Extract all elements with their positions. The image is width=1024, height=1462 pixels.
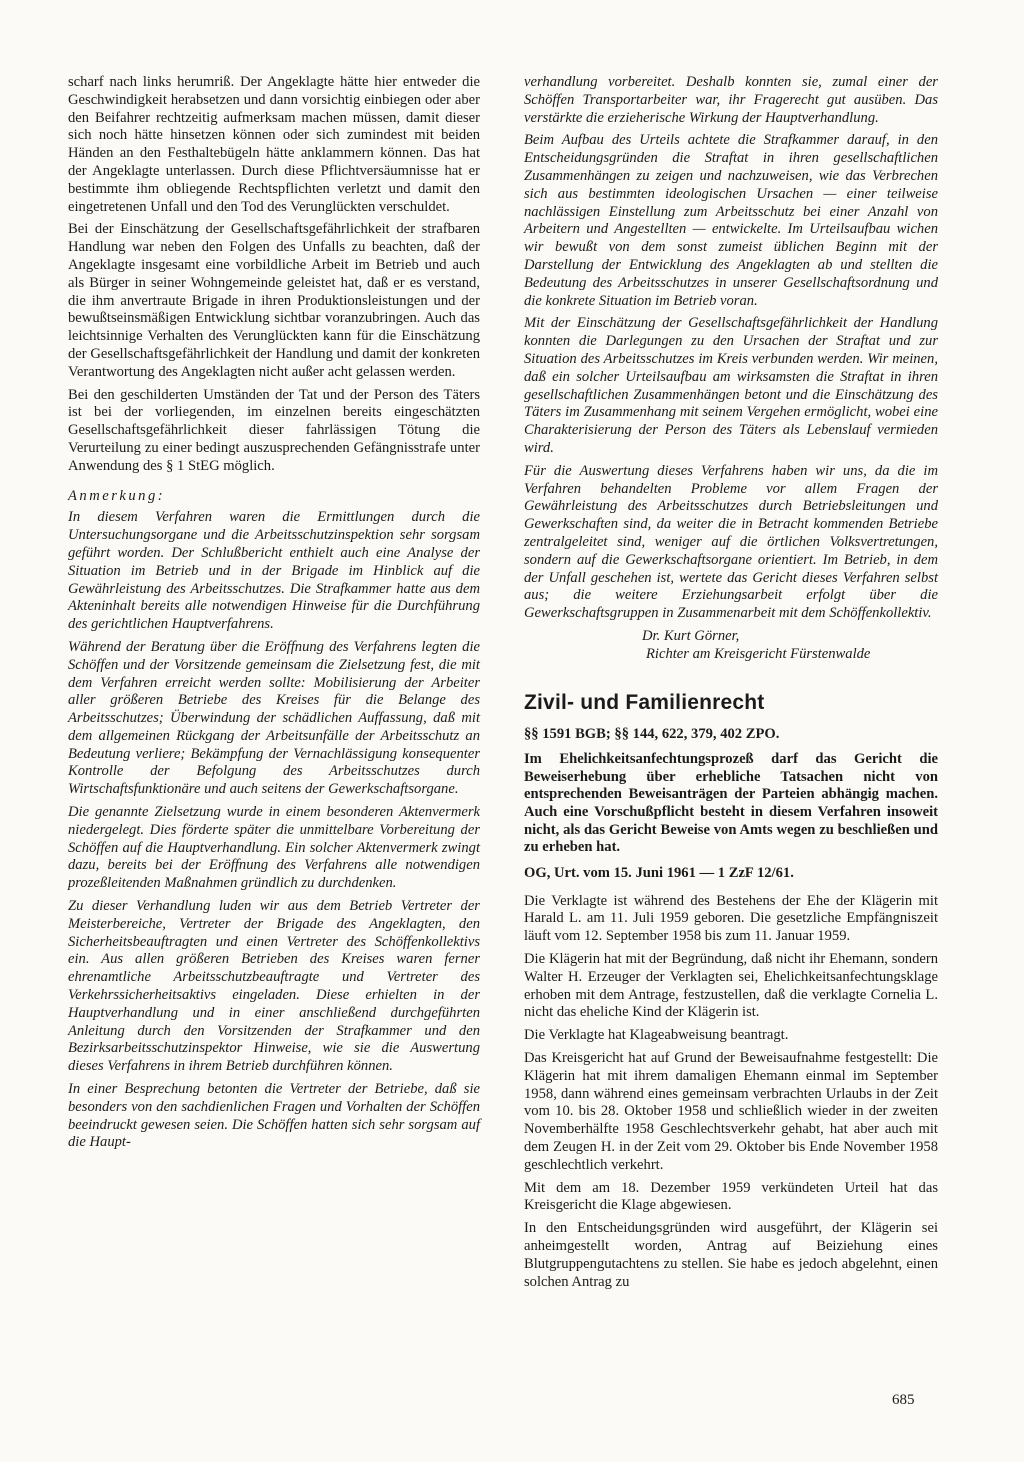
left-column	[68, 74, 480, 1157]
leitsatz: Im Ehelichkeitsanfechtungsprozeß darf das Gericht die Beweiserhebung über erhebliche Tatsachen nicht von entsprechenden Beweisanträgen der Parteien abhängig machen. Auch eine Vorschußpflicht besteht in diesem Verfahren insoweit nicht, als das Gericht Beweise von Amts wegen zu beschließen und zu erheben hat.	[524, 751, 938, 856]
paragraph: Mit dem am 18. Dezember 1959 verkündeten Urteil hat das Kreisgericht die Klage abgewiesen.	[524, 1179, 938, 1214]
annotation-paragraph: In diesem Verfahren waren die Ermittlungen durch die Untersuchungsorgane und die Arbeitsschutzinspektion sehr sorgsam geführt worden. Der Schlußbericht enthielt auch eine Analyse der Situation im Betrieb und in der Brigade im Hinblick auf die Gewährleistung des Arbeitsschutzes. Die Strafkammer hatte aus dem Akteninhalt bereits alle notwendigen Hinweise für die Durchführung des gerichtlichen Hauptverfahrens.	[68, 509, 480, 633]
page-number: 685	[892, 1392, 915, 1408]
paragraph: Das Kreisgericht hat auf Grund der Beweisaufnahme festgestellt: Die Klägerin hat mit ihrem damaligen Ehemann einmal im September 1958, dann während eines gemeinsam verbrachten Urlaubs in der Zeit vom 10. bis 28. Oktober 1958 und schließlich wieder in der zweiten Novemberhälfte 1958 Geschlechtsverkehr gehabt, hat aber auch mit dem Zeugen H. in der Zeit vom 29. Oktober bis Ende November 1958 geschlechtlich verkehrt.	[524, 1050, 938, 1173]
paragraph: Bei den geschilderten Umständen der Tat und der Person des Täters ist bei der vorliegenden, im einzelnen bereits eingeschätzten Gesellschaftsgefährlichkeit dieser fahrlässigen Tötung die Verurteilung zu einer bedingt auszusprechenden Gefängnisstrafe unter Anwendung des § 1 StEG möglich.	[68, 386, 480, 474]
paragraph: Die Klägerin hat mit der Begründung, daß nicht ihr Ehemann, sondern Walter H. Erzeuger der Verklagten sei, Ehelichkeitsanfechtungsklage erhoben mit dem Antrage, festzustellen, daß die verklagte Cornelia L. nicht das eheliche Kind der Klägerin ist.	[524, 951, 938, 1021]
paragraph: Die Verklagte hat Klageabweisung beantragt.	[524, 1027, 789, 1044]
annotation-paragraph: Beim Aufbau des Urteils achtete die Strafkammer darauf, in den Entscheidungsgründen die Straftat in ihren gesellschaftlichen Zusammenhängen zu zeigen und nachzuweisen, wie das Verbrechen sich aus bestimmten ideologischen Ursachen — einer teilweise nachlässigen Einstellung zum Arbeitsschutz bei einer Anzahl von Arbeitern und Angestellten — entwickelte. Im Urteilsaufbau wichen wir bewußt von dem sonst zumeist üblichen Beginn mit der Darstellung der Entwicklung des Angeklagten ab und stellten die Bedeutung des Arbeitsschutzes in unserer Gesellschaftsordnung und die konkrete Situation im Betrieb voran.	[524, 132, 938, 309]
legal-norms: §§ 1591 BGB; §§ 144, 622, 379, 402 ZPO.	[524, 725, 780, 742]
paragraph: scharf nach links herumriß. Der Angeklagte hätte hier entweder die Geschwindigkeit herabsetzen und dann vorsichtig einbiegen oder aber den Beifahrer rechtzeitig aufmerksam machen müssen, damit dieser sich noch hätte hinsetzen können oder sich zumindest mit beiden Händen an den Festhaltebügeln hätte anklammern können. Das hat der Angeklagte unterlassen. Durch diese Pflichtversäumnisse hat er bestimmte ihm obliegende Rechtspflichten verletzt und damit den eingetretenen Unfall und den Tod des Verunglückten verschuldet.	[68, 74, 480, 215]
paragraph: In den Entscheidungsgründen wird ausgeführt, der Klägerin sei anheimgestellt worden, Antrag auf Beiziehung eines Blutgruppengutachtens zu stellen. Sie habe es jedoch abgelehnt, einen solchen Antrag zu	[524, 1220, 938, 1290]
signature-name: Dr. Kurt Görner,	[642, 627, 740, 644]
signature-role: Richter am Kreisgericht Fürstenwalde	[646, 645, 871, 662]
annotation-paragraph: verhandlung vorbereitet. Deshalb konnten sie, zumal einer der Schöffen Transportarbeiter war, ihr Fragerecht gut ausüben. Das verstärkte die erzieherische Wirkung der Hauptverhandlung.	[524, 74, 938, 126]
anmerkung-heading: Anmerkung:	[68, 487, 166, 504]
annotation-paragraph: Die genannte Zielsetzung wurde in einem besonderen Aktenvermerk niedergelegt. Dies förderte später die unmittelbare Vorbereitung der Schöffen auf die Hauptverhandlung. Ein solcher Aktenvermerk zwingt dazu, bereits bei der Eröffnung des Verfahrens alle notwendigen prozeßleitenden Maßnahmen gründlich zu durchdenken.	[68, 804, 480, 892]
court-reference: OG, Urt. vom 15. Juni 1961 — 1 ZzF 12/61.	[524, 864, 794, 881]
annotation-paragraph: In einer Besprechung betonten die Vertreter der Betriebe, daß sie besonders von den sachdienlichen Fragen und Vorhalten der Schöffen beeindruckt gewesen seien. Die Schöffen hatten sich sehr sorgsam auf die Haupt-	[68, 1081, 480, 1151]
annotation-paragraph: Für die Auswertung dieses Verfahrens haben wir uns, da die im Verfahren behandelten Probleme vor allem Fragen der Gewährleistung des Arbeitsschutzes durch Betriebsleitungen und Gewerkschaften sind, da weiter die in Betracht kommenden Betriebe zentralgeleitet sind, weniger auf die örtlichen Volksvertretungen, sondern auf die Gewerkschaftsorgane orientiert. Im Betrieb, in dem der Unfall geschehen ist, wertete das Gericht dieses Verfahren selbst aus; die weitere Erziehungsarbeit erfolgt über die Gewerkschaftsgruppen in Zusammenarbeit mit dem Schöffenkollektiv.	[524, 462, 938, 622]
annotation-paragraph: Zu dieser Verhandlung luden wir aus dem Betrieb Vertreter der Meisterbereiche, Vertreter der Brigade des Angeklagten, den Sicherheitsbeauftragten und einen Vertreter des Schöffenkollektivs ein. Aus allen größeren Betrieben des Kreises waren ferner ehrenamtliche Arbeitsschutzbeauftragte und Vertreter des Verkehrssicherheitsaktivs eingeladen. Diese erhielten in der Hauptverhandlung und in einer anschließend durchgeführten Anleitung durch den Vorsitzenden der Strafkammer und den Bezirksarbeitsschutzinspektor Hinweise, wie sie die Auswertung dieses Verfahrens in ihrem Betrieb durchführen können.	[68, 898, 480, 1075]
right-column	[524, 74, 938, 1296]
paragraph: Bei der Einschätzung der Gesellschaftsgefährlichkeit der strafbaren Handlung war neben den Folgen des Unfalls zu beachten, daß der Angeklagte insgesamt eine vorbildliche Arbeit im Betrieb und auch als Bürger in seiner Wohngemeinde geleistet hat, daß er es verstand, die ihm anvertraute Brigade in ihren Produktionsleistungen und der bewußtseinsmäßigen Entwicklung sichtbar voranzubringen. Auch das leichtsinnige Verhalten des Verunglückten kann für die Einschätzung der Gesellschaftsgefährlichkeit der Handlung und damit der konkreten Verantwortung des Angeklagten nicht außer acht gelassen werden.	[68, 221, 480, 380]
annotation-paragraph: Während der Beratung über die Eröffnung des Verfahrens legten die Schöffen und der Vorsitzende gemeinsam die Zielsetzung fest, die mit dem Verfahren erreicht werden sollte: Mobilisierung der Arbeiter aller größeren Betriebe des Kreises für die Belange des Arbeitsschutzes; Überwindung der schädlichen Auffassung, daß mit dem allgemeinen Rückgang der Arbeitsunfälle der Arbeitsschutz an Bedeutung verliere; Bekämpfung der Vernachlässigung konsequenter Kontrolle der Befolgung des Arbeitsschutzes durch Wirtschaftsfunktionäre und auch seitens der Gewerkschaftsorgane.	[68, 638, 480, 798]
annotation-paragraph: Mit der Einschätzung der Gesellschaftsgefährlichkeit der Handlung konnten die Darlegungen zu den Ursachen der Straftat und zur Situation des Arbeitsschutzes im Kreis verbunden werden. Wir meinen, daß ein solcher Urteilsaufbau am wirksamsten die Straftat in ihren gesellschaftlichen Zusammenhängen betont und die Einschätzung des Täters im Zusammenhang mit seinem Vergehen ermöglicht, wobei eine Charakterisierung der Person des Täters als Lebenslauf vermieden wird.	[524, 315, 938, 456]
section-heading: Zivil- und Familienrecht	[524, 690, 765, 714]
paragraph: Die Verklagte ist während des Bestehens der Ehe der Klägerin mit Harald L. am 11. Juli 1959 geboren. Die gesetzliche Empfängniszeit läuft vom 12. September 1958 bis zum 11. Januar 1959.	[524, 892, 938, 945]
